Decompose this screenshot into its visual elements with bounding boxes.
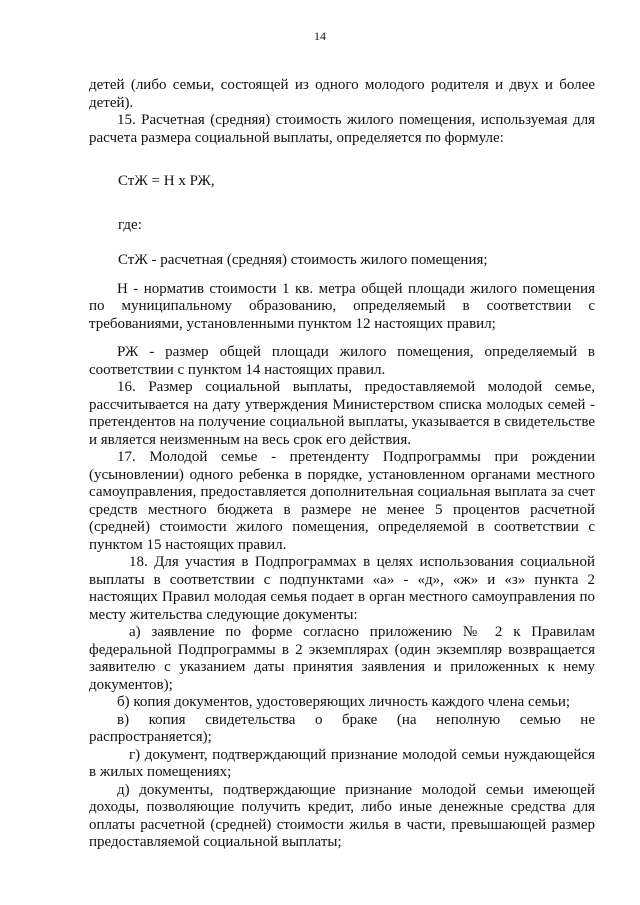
paragraph-18: 18. Для участия в Подпрограммах в целях использования социальной выплаты в соответствии с подпунктами «а» - «д», «ж» и «з» пункта 2 настоящих Правил молодая семья подает в орган местного самоуправления по месту жительства следующие документы: xyxy=(89,554,595,623)
list-item-d: д) документы, подтверждающие признание молодой семьи имеющей доходы, позволяющие получить кредит, либо иные денежные средства для оплаты расчетной (средней) стоимости жилья в части, превышающей размер предоставляемой социальной выплаты; xyxy=(89,781,595,850)
list-item-b: б) копия документов, удостоверяющих личность каждого члена семьи; xyxy=(117,694,571,710)
page-number: 14 xyxy=(314,29,326,43)
definition-stzh: СтЖ - расчетная (средняя) стоимость жилого помещения; xyxy=(118,252,488,268)
definition-rzh: РЖ - размер общей площади жилого помещения, определяемый в соответствии с пунктом 14 настоящих правил. xyxy=(89,344,595,378)
list-item-v: в) копия свидетельства о браке (на неполную семью не распространяется); xyxy=(89,711,595,745)
formula: СтЖ = Н х РЖ, xyxy=(118,173,215,189)
paragraph-16: 16. Размер социальной выплаты, предоставляемой молодой семье, рассчитывается на дату утверждения Министерством списка молодых семей - претендентов на получение социальной выплаты, указывается в свидетельстве и является неизменным на весь срок его действия. xyxy=(89,379,595,448)
document-body xyxy=(89,77,595,852)
list-item-g: г) документ, подтверждающий признание молодой семьи нуждающейся в жилых помещениях; xyxy=(89,746,595,780)
paragraph-17: 17. Молодой семье - претенденту Подпрограммы при рождении (усыновлении) одного ребенка в порядке, установленном органами местного самоуправления, предоставляется дополнительная социальная выплата за счет средств местного бюджета в размере не менее 5 процентов расчетной (средней) стоимости жилого помещения, определяемой в соответствии с пунктом 15 настоящих правил. xyxy=(89,449,595,553)
definition-n: Н - норматив стоимости 1 кв. метра общей площади жилого помещения по муниципальному образованию, определяемый в соответствии с требованиями, установленными пунктом 12 настоящих правил; xyxy=(89,280,595,332)
list-item-a: а) заявление по форме согласно приложению № 2 к Правилам федеральной Подпрограммы в 2 экземплярах (один экземпляр возвращается заявителю с указанием даты принятия заявления и приложенных к нему документов); xyxy=(89,624,595,693)
paragraph-15: 15. Расчетная (средняя) стоимость жилого помещения, используемая для расчета размера социальной выплаты, определяется по формуле: xyxy=(89,112,595,146)
formula-where: где: xyxy=(118,216,142,233)
paragraph-continuation: детей (либо семьи, состоящей из одного молодого родителя и двух и более детей). xyxy=(89,77,595,111)
